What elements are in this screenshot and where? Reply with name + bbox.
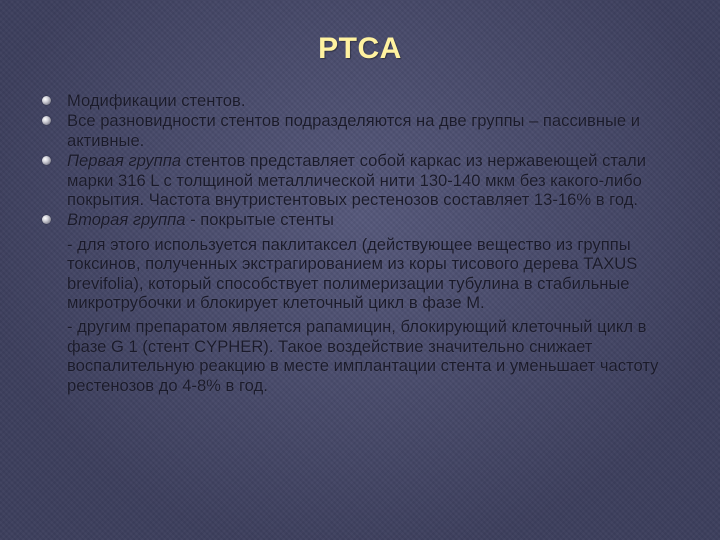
sub-paragraph-text: - для этого используется паклитаксел (действующее вещество из группы токсинов, полученных экстрагированием из коры тисового дерева TAXUS brevifolia), который способствует полимеризации тубулина в стабильные микротрубочки и блокирует клеточный цикл в фазе М.: [67, 234, 638, 313]
sub-paragraph-text: - другим препаратом является рапамицин, блокирующий клеточный цикл в фазе G 1 (стент CYPHER). Такое воздействие значительно снижает воспалительную реакцию в месте имплантации стента и уменьшает частоту рестенозов до 4-8% в год.: [67, 317, 659, 395]
bullet-dot-icon: [42, 156, 51, 165]
sub-paragraph-1: [42, 235, 682, 313]
slide-body: [42, 91, 682, 396]
bullet-text: - покрытые стенты: [185, 210, 334, 230]
bullet-dot-icon: [42, 116, 51, 125]
bullet-dot-icon: [42, 96, 51, 105]
bullet-emphasis: Вторая группа: [67, 210, 186, 230]
bullet-item-2: [42, 111, 682, 150]
slide-title: PTCA: [318, 32, 402, 65]
bullet-text: Все разновидности стентов подразделяются на две группы – пассивные и активные.: [67, 111, 641, 150]
bullet-item-4: [42, 210, 682, 229]
sub-paragraph-2: [42, 317, 682, 395]
bullet-item-3: [42, 151, 682, 209]
bullet-text: Модификации стентов.: [67, 91, 246, 110]
bullet-text: стентов представляет собой каркас из нержавеющей стали марки 316 L с толщиной металлической нити 130-140 мкм без какого-либо покрытия. Частота внутристентовых рестенозов составляет 13-16% в год.: [67, 151, 646, 210]
bullet-dot-icon: [42, 215, 51, 224]
bullet-item-1: [42, 91, 682, 110]
bullet-emphasis: Первая группа: [67, 151, 182, 171]
